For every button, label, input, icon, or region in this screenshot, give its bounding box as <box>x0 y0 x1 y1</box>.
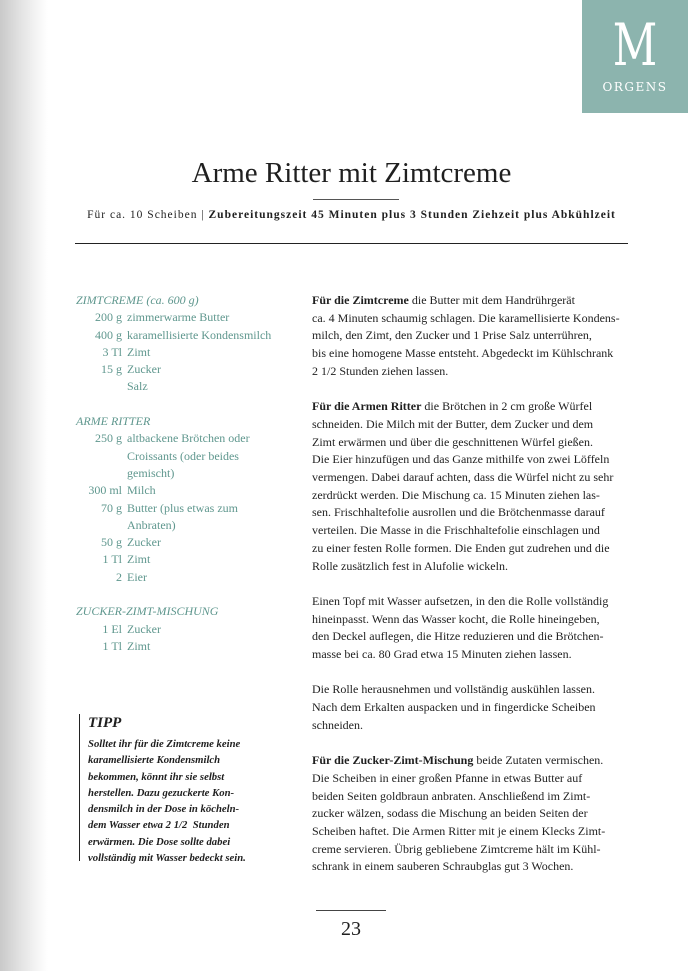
instruction-line: Nach dem Erkalten auspacken und in fingerdicke Scheiben <box>312 700 596 715</box>
ingredient-name: Zimt <box>127 638 151 653</box>
tip-line: Solltet ihr für die Zimtcreme keine <box>88 738 241 750</box>
tip-line: densmilch in der Dose in köcheln- <box>88 803 240 816</box>
ingredient-row <box>76 448 291 465</box>
ingredient-name: Croissants (oder beides <box>127 448 239 463</box>
page-number: 23 <box>341 918 361 940</box>
instruction-line: sen. Frischhaltefolie ausrollen und die Brötchenmasse darauf <box>312 505 605 520</box>
ingredient-row <box>76 500 291 517</box>
page-number-divider <box>316 910 386 911</box>
ingredient-quantity: 1 El <box>102 621 122 636</box>
ingredient-section <box>76 603 291 655</box>
instruction-line: Zimt erwärmen und über die geschnittenen Würfel gießen. <box>312 434 594 449</box>
instruction-paragraph <box>312 752 632 876</box>
instruction-line <box>312 752 632 770</box>
instruction-line: schneiden. <box>312 717 363 732</box>
instruction-line: 2 1/2 Stunden ziehen lassen. <box>312 363 449 378</box>
ingredient-row <box>76 482 291 499</box>
instruction-text: beide Zutaten vermischen. <box>473 753 604 768</box>
title-divider <box>313 199 399 200</box>
ingredient-quantity: 300 ml <box>88 483 122 498</box>
instruction-line: bis eine homogene Masse entsteht. Abgedeckt im Kühlschrank <box>312 346 614 361</box>
instruction-text: Die Rolle herausnehmen und vollständig auskühlen lassen. <box>312 682 595 697</box>
prep-time-text: Zubereitungszeit 45 Minuten plus 3 Stunden Ziehzeit plus Abkühlzeit <box>208 209 616 221</box>
instruction-paragraph <box>312 681 632 734</box>
ingredient-name: Eier <box>127 569 147 584</box>
instruction-line: schrank in einem sauberen Schraubglas gut 3 Wochen. <box>312 859 574 874</box>
instruction-text: Einen Topf mit Wasser aufsetzen, in den die Rolle vollständig <box>312 593 609 608</box>
ingredient-section <box>76 413 291 586</box>
ingredient-section-heading: ARME RITTER <box>76 414 151 429</box>
ingredient-quantity: 200 g <box>95 310 122 325</box>
tip-line: erwärmen. Die Dose sollte dabei <box>88 835 231 848</box>
instruction-text: die Butter mit dem Handrührgerät <box>408 293 575 307</box>
instruction-line <box>312 681 632 699</box>
instruction-text: die Brötchen in 2 cm große Würfel <box>421 399 593 414</box>
page-gutter-shadow <box>0 0 48 971</box>
ingredient-name: Milch <box>127 483 156 498</box>
instruction-line: creme servieren. Übrig gebliebene Zimtcreme hält im Kühl- <box>312 841 601 856</box>
ingredient-row <box>76 621 291 638</box>
instruction-paragraph <box>312 398 632 575</box>
tip-line: vollständig mit Wasser bedeckt sein. <box>88 852 246 865</box>
ingredient-row <box>76 638 291 655</box>
ingredient-quantity <box>76 465 127 482</box>
tip-line: bekommen, könnt ihr sie selbst <box>88 770 225 783</box>
ingredient-row <box>76 551 291 568</box>
ingredient-section-heading: ZUCKER-ZIMT-MISCHUNG <box>76 604 219 619</box>
ingredient-quantity: 3 Tl <box>102 344 122 359</box>
instructions <box>312 292 632 894</box>
recipe-title: Arme Ritter mit Zimtcreme <box>191 157 512 189</box>
instruction-line: verteilen. Die Masse in die Frischhaltefolie einschlagen und <box>312 523 600 538</box>
ingredient-name: Butter (plus etwas zum <box>127 500 238 515</box>
instruction-line: Scheiben haftet. Die Armen Ritter mit je einem Klecks Zimt- <box>312 824 606 839</box>
ingredient-name: Zimt <box>127 344 151 359</box>
ingredient-name: Zimt <box>127 552 151 567</box>
ingredient-quantity: 250 g <box>95 431 122 446</box>
tip-line: karamellisierte Kondensmilch <box>88 754 221 767</box>
brand-logo <box>582 0 688 113</box>
instruction-line: Rolle zusätzlich fest in Alufolie wickeln. <box>312 558 508 573</box>
ingredient-name: altbackene Brötchen oder <box>127 431 250 446</box>
ingredient-quantity: 15 g <box>101 362 122 377</box>
ingredient-name: Zucker <box>127 362 161 377</box>
instruction-line: vermengen. Dabei darauf achten, dass die Würfel nicht zu sehr <box>312 470 614 485</box>
instruction-line: milch, den Zimt, den Zucker und 1 Prise Salz unterrühren, <box>312 328 592 343</box>
instruction-line: zu einer festen Rolle formen. Die Enden gut zudrehen und die <box>312 540 610 555</box>
instruction-lead: Für die Zucker-Zimt-Mischung <box>312 753 474 768</box>
instruction-lead: Für die Zimtcreme <box>312 293 409 307</box>
ingredient-name: Zucker <box>127 621 161 636</box>
instruction-line <box>312 292 632 310</box>
ingredient-quantity: 70 g <box>101 500 122 515</box>
ingredient-quantity: 50 g <box>101 535 122 550</box>
ingredient-row <box>76 309 291 326</box>
instruction-line: zucker wälzen, sodass die Mischung an beiden Seiten der <box>312 806 588 821</box>
ingredient-section-heading: ZIMTCREME (ca. 600 g) <box>76 293 199 307</box>
ingredient-row <box>76 344 291 361</box>
ingredient-quantity <box>76 517 127 534</box>
ingredient-row <box>76 378 291 395</box>
ingredient-name: Salz <box>127 379 148 394</box>
ingredient-quantity: 2 <box>116 569 122 584</box>
instruction-line: Die Scheiben in einer großen Pfanne in etwas Butter auf <box>312 770 583 785</box>
instruction-line <box>312 398 632 416</box>
ingredient-row <box>76 327 291 344</box>
tip-line: herstellen. Dazu gezuckerte Kon- <box>88 786 235 799</box>
ingredient-row <box>76 534 291 551</box>
instruction-line: zerdrückt werden. Die Mischung ca. 15 Minuten ziehen las- <box>312 487 600 502</box>
ingredient-name: gemischt) <box>127 465 175 480</box>
ingredient-quantity <box>76 378 127 395</box>
instruction-line: schneiden. Die Milch mit der Butter, dem Zucker und dem <box>312 416 594 431</box>
servings-text: Für ca. 10 Scheiben | <box>87 209 209 221</box>
tip-box <box>79 714 293 865</box>
ingredient-name: zimmerwarme Butter <box>127 310 230 325</box>
header-divider <box>75 243 628 244</box>
ingredient-name: Zucker <box>127 535 161 550</box>
recipe-subtitle <box>75 206 628 224</box>
ingredient-row <box>76 361 291 378</box>
instruction-line: hineinpasst. Wenn das Wasser kocht, die Rolle hineingeben, <box>312 611 600 626</box>
instruction-line: masse bei ca. 80 Grad etwa 15 Minuten ziehen lassen. <box>312 647 572 662</box>
instruction-paragraph <box>312 593 632 664</box>
tip-text <box>88 736 293 866</box>
instruction-line <box>312 593 632 611</box>
ingredient-quantity <box>76 448 127 465</box>
instruction-line: beiden Seiten goldbraun anbraten. Anschließend im Zimt- <box>312 788 591 803</box>
ingredient-section <box>76 292 291 396</box>
ingredient-quantity: 400 g <box>95 327 122 342</box>
instruction-paragraph <box>312 292 632 381</box>
ingredient-list <box>76 292 291 673</box>
ingredient-row <box>76 569 291 586</box>
instruction-line: den Deckel auflegen, die Hitze reduzieren und die Brötchen- <box>312 629 604 644</box>
logo-name: ORGENS <box>602 80 668 94</box>
tip-title: TIPP <box>88 715 122 731</box>
ingredient-quantity: 1 Tl <box>102 552 122 567</box>
ingredient-quantity: 1 Tl <box>102 638 122 653</box>
ingredient-row <box>76 430 291 447</box>
instruction-line: ca. 4 Minuten schaumig schlagen. Die karamellisierte Kondens- <box>312 310 620 325</box>
tip-line: dem Wasser etwa 2 1/2 Stunden <box>88 819 230 832</box>
ingredient-row <box>76 517 291 534</box>
ingredient-name: karamellisierte Kondensmilch <box>127 327 272 342</box>
logo-letter: M <box>612 11 658 79</box>
ingredient-row <box>76 465 291 482</box>
ingredient-name: Anbraten) <box>127 517 176 532</box>
instruction-lead: Für die Armen Ritter <box>312 399 422 414</box>
instruction-line: Die Eier hinzufügen und das Ganze mithilfe von zwei Löffeln <box>312 452 610 467</box>
